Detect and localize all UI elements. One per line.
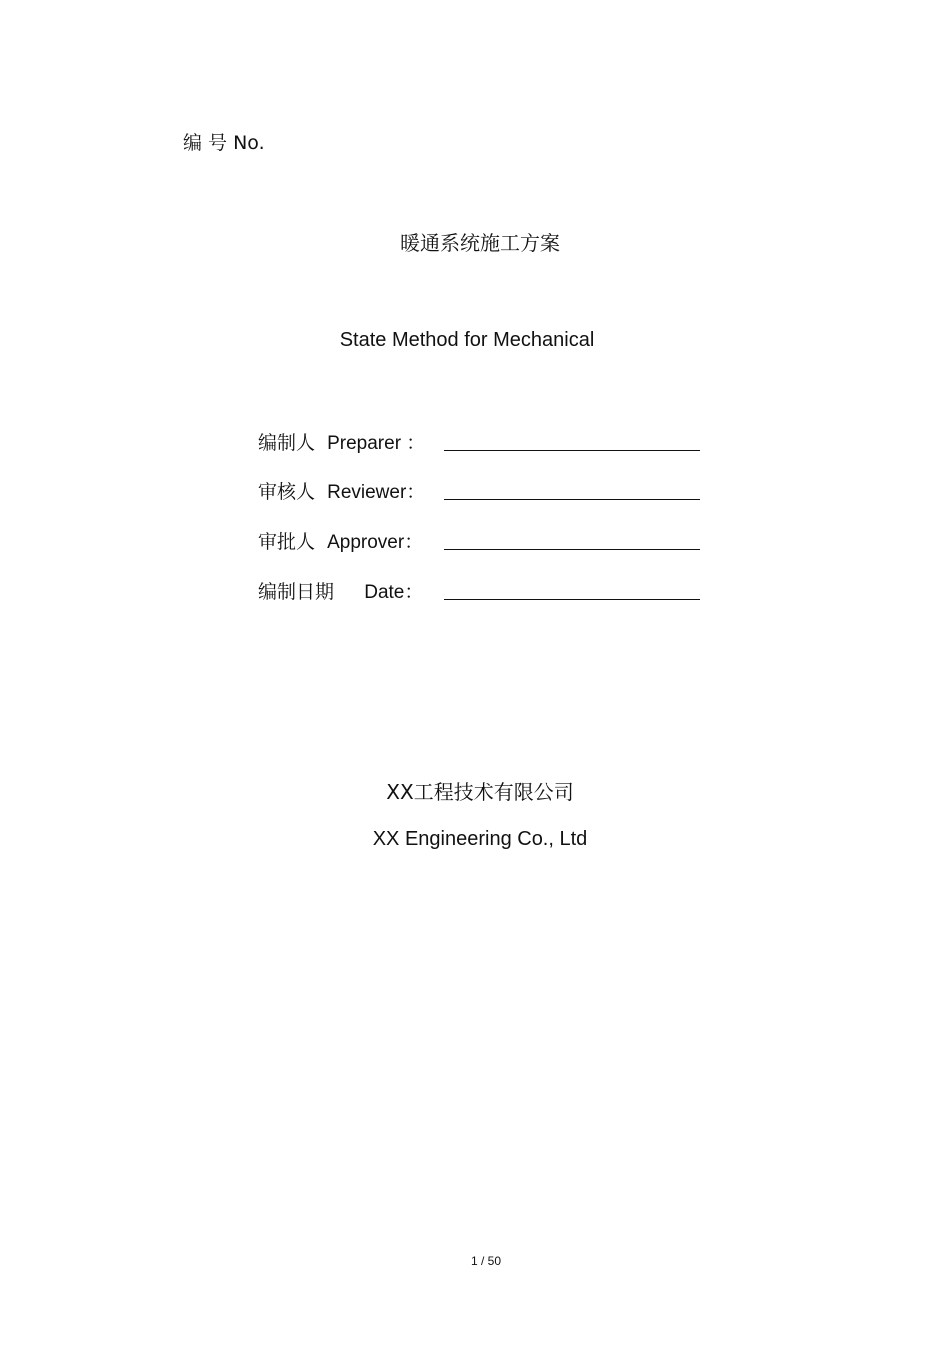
reviewer-label — [258, 477, 425, 504]
title-chinese: 暖通系统施工方案 — [400, 231, 560, 255]
company-name-english: XX Engineering Co., Ltd — [372, 828, 588, 850]
approver-label — [258, 527, 423, 554]
preparer-field — [258, 428, 708, 458]
document-number-label: 编 号 No. — [183, 132, 265, 154]
date-label-en: Date： — [364, 582, 424, 603]
approver-label-cn: 审批人 — [258, 531, 316, 553]
approver-signature-line[interactable] — [444, 549, 700, 550]
reviewer-label-en: Reviewer： — [327, 482, 426, 503]
page-indicator: 1 / 50 — [470, 1254, 502, 1268]
reviewer-field — [258, 477, 708, 507]
reviewer-label-cn: 审核人 — [258, 481, 316, 503]
date-label — [258, 577, 423, 604]
approver-label-en: Approver： — [327, 532, 424, 553]
preparer-label — [258, 428, 425, 455]
preparer-label-cn: 编制人 — [258, 432, 316, 454]
preparer-label-en: Preparer ： — [327, 433, 426, 454]
approver-field — [258, 527, 708, 557]
reviewer-signature-line[interactable] — [444, 499, 700, 500]
date-label-cn: 编制日期 — [258, 581, 335, 603]
date-field — [258, 577, 708, 607]
date-line[interactable] — [444, 599, 700, 600]
title-english: State Method for Mechanical — [339, 329, 595, 351]
preparer-signature-line[interactable] — [444, 450, 700, 451]
company-name-chinese: XX工程技术有限公司 — [386, 780, 574, 804]
